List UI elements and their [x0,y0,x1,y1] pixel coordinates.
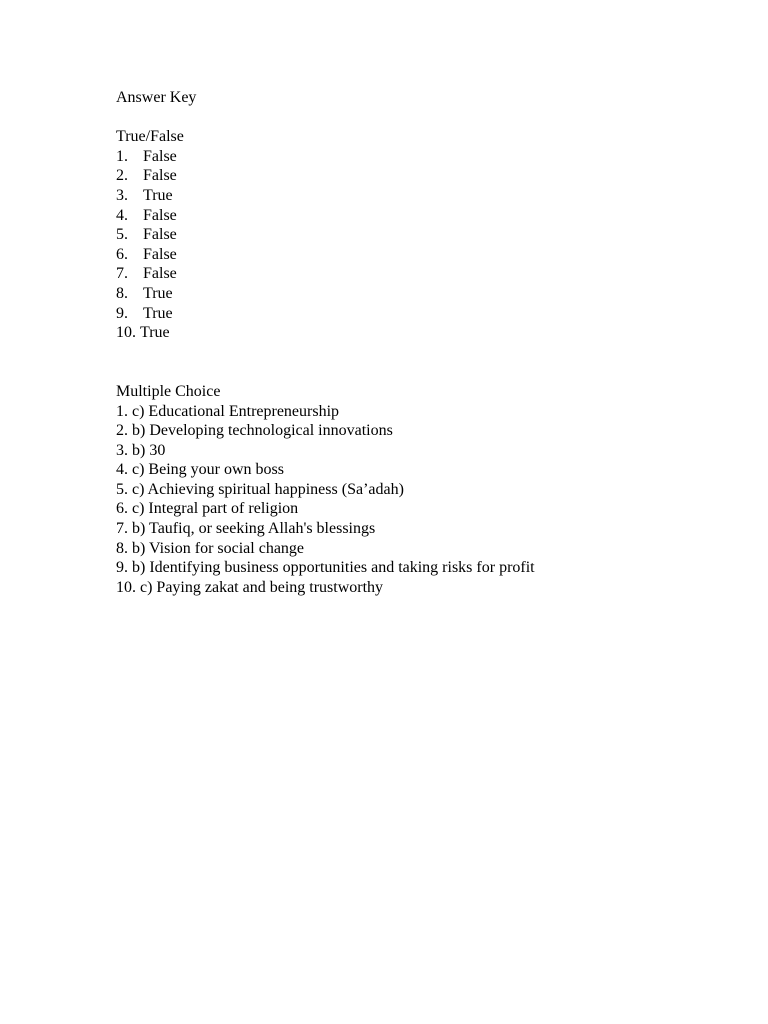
item-answer: True [140,324,170,342]
item-number: 10. [116,324,136,342]
multiple-choice-item: 9. b) Identifying business opportunities and taking risks for profit [116,559,535,577]
multiple-choice-item: 10. c) Paying zakat and being trustworthy [116,578,384,596]
multiple-choice-item: 7. b) Taufiq, or seeking Allah's blessings [116,520,376,538]
item-number: 1. [116,147,128,165]
item-number: 4. [116,206,128,224]
true-false-item [116,304,736,324]
item-number: 3. [116,186,128,204]
true-false-item [116,323,736,343]
item-number: 9. [116,304,128,322]
true-false-item [116,284,736,304]
multiple-choice-item: 2. b) Developing technological innovations [116,422,393,440]
true-false-item [116,186,736,206]
multiple-choice-item: 1. c) Educational Entrepreneurship [116,402,340,420]
true-false-item [116,245,736,265]
multiple-choice-section [116,382,736,598]
multiple-choice-item: 8. b) Vision for social change [116,539,305,557]
multiple-choice-item: 4. c) Being your own boss [116,461,284,479]
answer-key-document [116,88,736,597]
item-answer: False [143,245,177,263]
true-false-item [116,225,736,245]
item-answer: True [143,304,173,322]
true-false-item [116,147,736,167]
true-false-item [116,264,736,284]
item-number: 6. [116,245,128,263]
item-number: 8. [116,284,128,302]
section-spacer [116,343,736,382]
multiple-choice-item: 5. c) Achieving spiritual happiness (Sa’adah) [116,480,404,498]
true-false-item [116,166,736,186]
multiple-choice-item: 3. b) 30 [116,441,166,459]
true-false-heading: True/False [116,128,184,146]
true-false-item [116,206,736,226]
multiple-choice-heading: Multiple Choice [116,382,221,400]
item-answer: False [143,265,177,283]
item-answer: True [143,186,173,204]
item-answer: False [143,226,177,244]
item-number: 7. [116,265,128,283]
item-number: 2. [116,167,128,185]
multiple-choice-item: 6. c) Integral part of religion [116,500,299,518]
document-title: Answer Key [116,89,197,106]
item-answer: False [143,206,177,224]
item-answer: False [143,147,177,165]
item-number: 5. [116,226,128,244]
item-answer: True [143,284,173,302]
true-false-section [116,127,736,343]
item-answer: False [143,167,177,185]
